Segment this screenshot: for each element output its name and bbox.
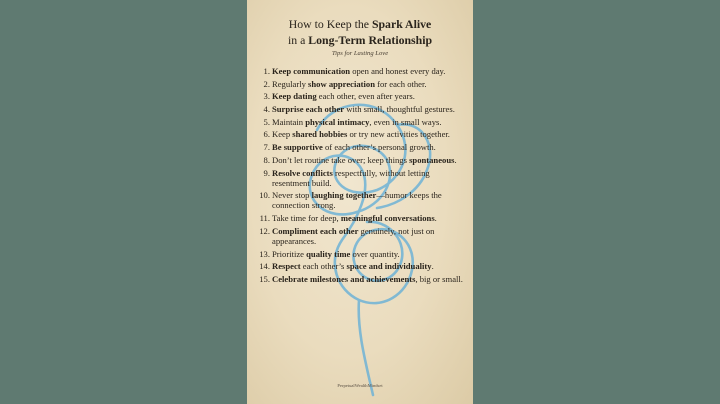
emphasis-text: shared hobbies [292,129,348,140]
list-item-text [272,129,467,139]
list-item-text [272,104,467,114]
list-item [255,142,467,152]
text-segment: or try new activities together. [347,129,450,140]
text-segment: . [431,261,434,272]
emphasis-text: Keep dating [272,91,317,102]
list-item [255,91,467,101]
list-item-number: 7. [263,142,270,153]
list-item [255,104,467,114]
text-segment: for each other. [374,78,427,89]
list-item-number: 5. [263,116,270,127]
text-segment: Take time for deep, [272,213,341,224]
list-item-number: 8. [263,154,270,165]
emphasis-text: Be supportive [272,142,323,153]
list-item-text [272,261,467,271]
footer-credit: PerpetualWealthMindset [337,383,383,388]
list-item-text [272,91,467,101]
emphasis-text: Surprise each other [272,104,345,115]
text-segment: Keep [272,129,293,140]
subtitle: Tips for Lasting Love [331,50,389,57]
list-item-number: 2. [263,78,270,89]
list-item [255,79,467,89]
text-segment: Regularly [272,78,309,89]
list-item [255,213,467,223]
text-segment: Don’t let routine take over; keep things [272,154,410,165]
text-segment: . [454,154,457,165]
text-segment: Never stop [272,190,312,201]
list-item-number: 11. [259,213,270,224]
emphasis-text: laughing together [311,190,377,201]
list-item-text [272,142,467,152]
text-segment: with small, thoughtful gestures. [344,104,455,115]
emphasis-text: Respect [272,261,301,272]
list-item-text [272,155,467,165]
list-item [255,168,467,188]
emphasis-text: Celebrate milestones and achievements [272,273,416,284]
text-segment: of each other’s personal growth. [322,142,436,153]
list-item [255,249,467,259]
page-title: How to Keep the Spark Alive in a Long-Term Relationship [287,17,433,47]
list-item-number: 1. [263,66,270,76]
emphasis-text: meaningful conversations [340,213,435,224]
text-segment: Prioritize [272,248,307,259]
tips-list [255,66,467,287]
list-item [255,261,467,271]
emphasis-text: quality time [306,248,351,259]
list-item-number: 13. [259,248,270,259]
emphasis-text: Compliment each other [272,225,359,236]
list-item-text [272,213,467,223]
text-segment: over quantity. [350,248,400,259]
emphasis-text: show appreciation [308,78,375,89]
list-item-text [272,66,467,76]
list-item-text [272,190,467,210]
list-item-number: 3. [263,91,270,102]
list-item [255,226,467,246]
list-item-text [272,274,467,284]
text-segment: . [434,213,437,224]
list-item [255,155,467,165]
list-item-number: 14. [259,261,270,272]
text-segment: respectfully, without letting resentment build. [272,167,430,188]
list-item-text [272,249,467,259]
list-item-text [272,168,467,188]
list-item-number: 15. [259,273,270,284]
emphasis-text: Resolve conflicts [272,167,333,178]
list-item-text [272,226,467,246]
emphasis-text: physical intimacy [305,116,370,127]
emphasis-text: spontaneous [409,154,455,165]
list-item-number: 4. [263,104,270,115]
text-segment: each other, even after years. [316,91,415,102]
list-item [255,129,467,139]
text-segment: Maintain [272,116,306,127]
list-item-text [272,117,467,127]
list-item-number: 10. [259,190,270,201]
poster [247,0,473,404]
list-item-number: 12. [259,225,270,236]
text-segment: open and honest every day. [350,66,446,76]
text-segment: —humor keeps the connection strong. [272,190,442,211]
text-segment: , even in small ways. [369,116,442,127]
list-item-number: 9. [263,167,270,178]
list-item [255,190,467,210]
list-item-number: 6. [263,129,270,140]
list-item-text [272,79,467,89]
list-item [255,66,467,76]
list-item [255,117,467,127]
text-segment: each other’s [300,261,347,272]
emphasis-text: Keep communication [272,66,351,76]
emphasis-text: space and individuality [346,261,432,272]
text-segment: , big or small. [415,273,463,284]
text-segment: genuinely, not just on appearances. [272,225,435,246]
list-item [255,274,467,284]
